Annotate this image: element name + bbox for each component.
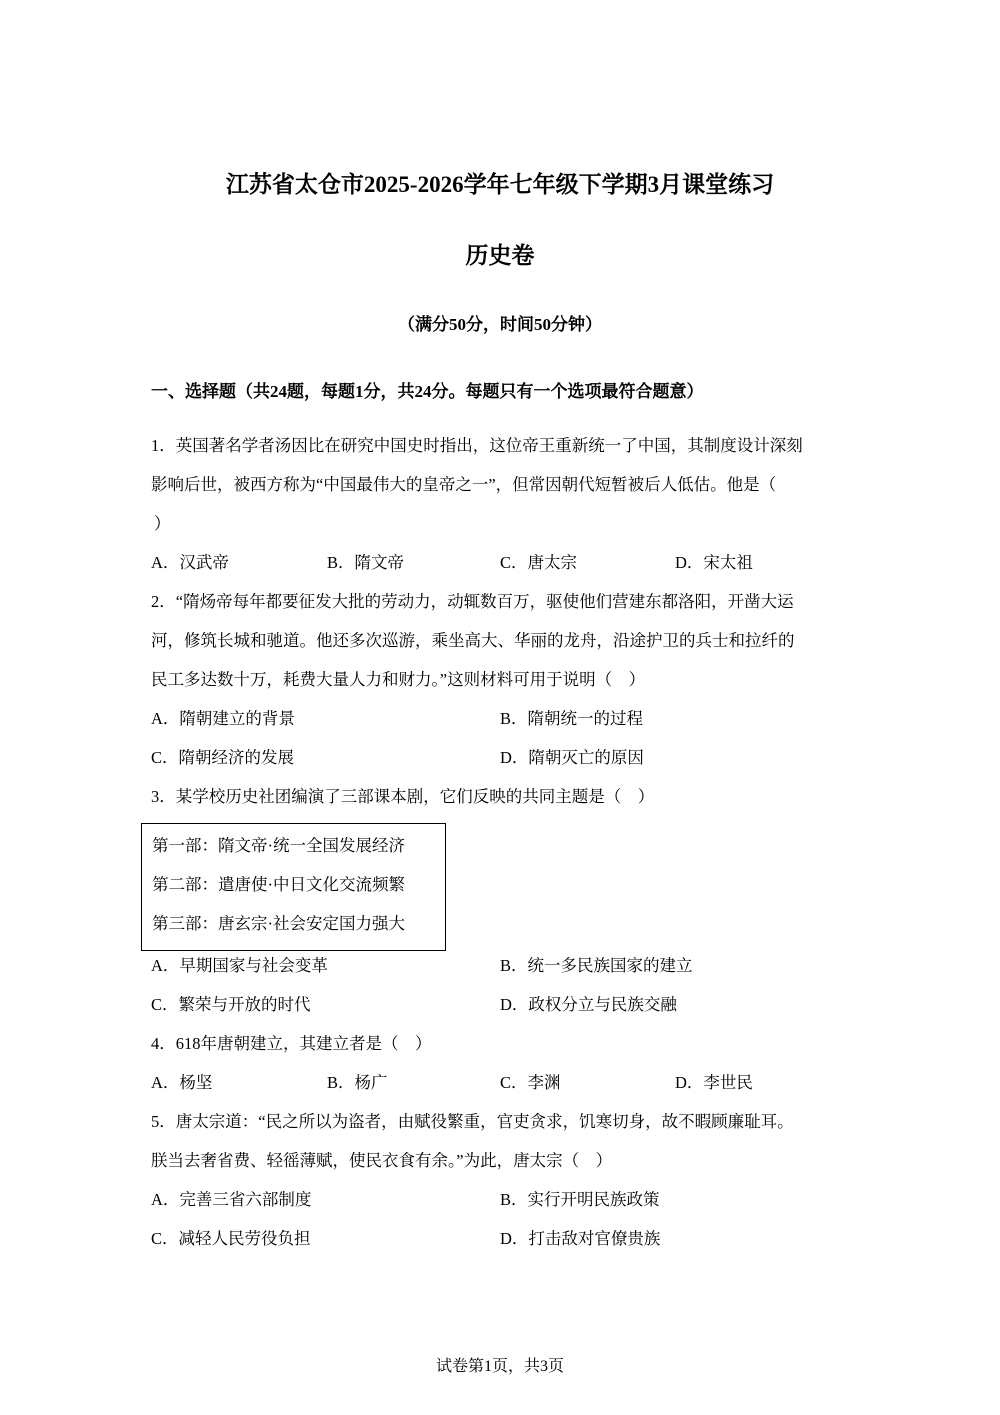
question-3-material-box bbox=[141, 823, 446, 951]
question-2-option-c[interactable]: C．隋朝经济的发展 bbox=[151, 748, 295, 767]
question-3-option-a[interactable]: A．早期国家与社会变革 bbox=[151, 956, 328, 975]
question-5-option-a[interactable]: A．完善三省六部制度 bbox=[151, 1190, 312, 1209]
question-5-option-d[interactable]: D．打击敌对官僚贵族 bbox=[500, 1229, 661, 1248]
question-1-line-3: ） bbox=[154, 514, 171, 533]
question-1-option-b[interactable]: B．隋文帝 bbox=[327, 553, 405, 572]
question-3-line-1: 3．某学校历史社团编演了三部课本剧，它们反映的共同主题是（ ） bbox=[151, 787, 655, 806]
exam-score-time: （满分50分，时间50分钟） bbox=[398, 315, 602, 334]
question-2-line-2: 河，修筑长城和驰道。他还多次巡游，乘坐高大、华丽的龙舟，沿途护卫的兵士和拉纤的 bbox=[151, 631, 795, 650]
question-5-line-1: 5．唐太宗道：“民之所以为盗者，由赋役繁重，官吏贪求，饥寒切身，故不暇顾廉耻耳。 bbox=[151, 1112, 794, 1131]
page-footer: 试卷第1页，共3页 bbox=[435, 1358, 564, 1375]
question-4-line-1: 4．618年唐朝建立，其建立者是（ ） bbox=[151, 1034, 432, 1053]
question-3-material-line-2: 第二部：遣唐使·中日文化交流频繁 bbox=[152, 875, 405, 894]
question-1-option-d[interactable]: D．宋太祖 bbox=[675, 553, 753, 572]
question-2-line-1: 2．“隋炀帝每年都要征发大批的劳动力，动辄数百万，驱使他们营建东都洛阳，开凿大运 bbox=[151, 592, 794, 611]
question-2-option-a[interactable]: A．隋朝建立的背景 bbox=[151, 709, 295, 728]
exam-subject: 历史卷 bbox=[465, 243, 535, 268]
question-4-option-c[interactable]: C．李渊 bbox=[500, 1073, 561, 1092]
question-3-option-c[interactable]: C．繁荣与开放的时代 bbox=[151, 995, 311, 1014]
question-1-line-2: 影响后世，被西方称为“中国最伟大的皇帝之一”，但常因朝代短暂被后人低估。他是（ bbox=[151, 475, 777, 494]
question-5-line-2: 朕当去奢省费、轻徭薄赋，使民衣食有余。”为此，唐太宗（ ） bbox=[151, 1151, 613, 1170]
question-1-option-a[interactable]: A．汉武帝 bbox=[151, 553, 229, 572]
question-1-line-1: 1．英国著名学者汤因比在研究中国史时指出，这位帝王重新统一了中国，其制度设计深刻 bbox=[151, 436, 803, 455]
section-heading: 一、选择题（共24题，每题1分，共24分。每题只有一个选项最符合题意） bbox=[151, 382, 704, 401]
question-4-option-d[interactable]: D．李世民 bbox=[675, 1073, 753, 1092]
question-2-option-d[interactable]: D．隋朝灭亡的原因 bbox=[500, 748, 644, 767]
question-1-option-c[interactable]: C．唐太宗 bbox=[500, 553, 578, 572]
question-2-line-3: 民工多达数十万，耗费大量人力和财力。”这则材料可用于说明（ ） bbox=[151, 670, 646, 689]
question-5-option-c[interactable]: C．减轻人民劳役负担 bbox=[151, 1229, 311, 1248]
exam-title: 江苏省太仓市2025-2026学年七年级下学期3月课堂练习 bbox=[225, 172, 775, 197]
question-4-option-b[interactable]: B．杨广 bbox=[327, 1073, 388, 1092]
question-3-material-line-3: 第三部：唐玄宗·社会安定国力强大 bbox=[152, 914, 405, 933]
question-4-option-a[interactable]: A．杨坚 bbox=[151, 1073, 213, 1092]
question-3-option-b[interactable]: B．统一多民族国家的建立 bbox=[500, 956, 693, 975]
question-3-option-d[interactable]: D．政权分立与民族交融 bbox=[500, 995, 677, 1014]
question-5-option-b[interactable]: B．实行开明民族政策 bbox=[500, 1190, 660, 1209]
question-2-option-b[interactable]: B．隋朝统一的过程 bbox=[500, 709, 644, 728]
question-3-material-line-1: 第一部：隋文帝·统一全国发展经济 bbox=[152, 836, 405, 855]
